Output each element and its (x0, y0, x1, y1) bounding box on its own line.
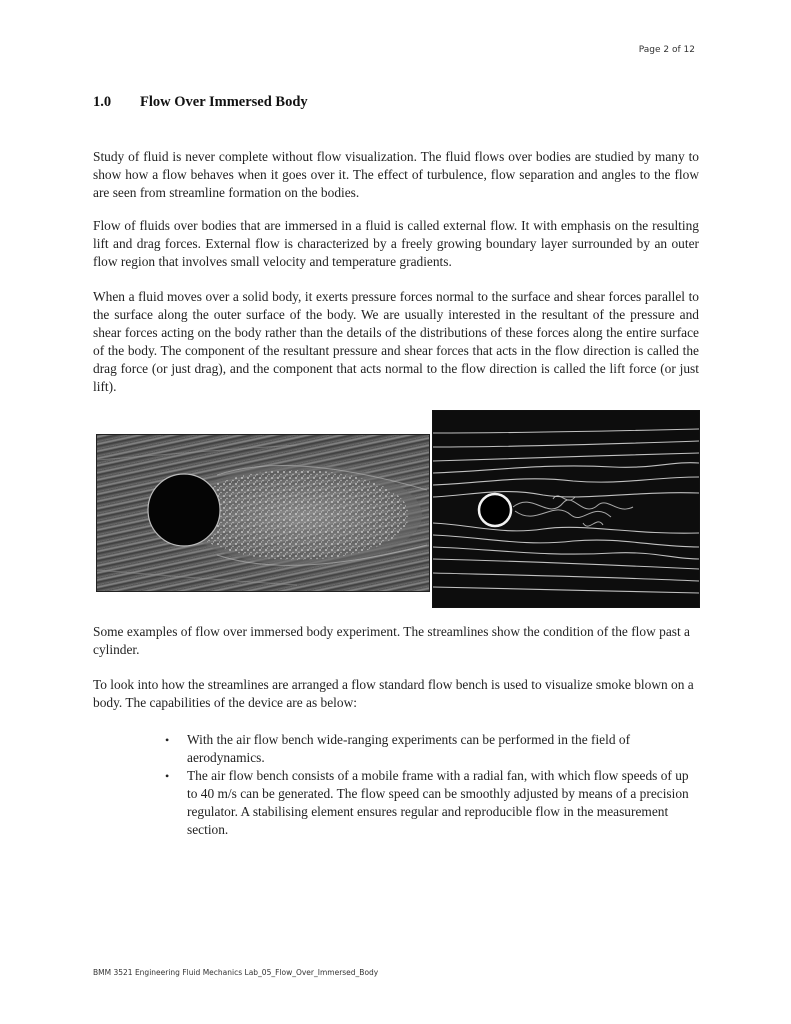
list-item (165, 767, 700, 839)
capabilities-list (165, 731, 700, 839)
section-number: 1.0 (93, 94, 112, 110)
paragraph-flow-bench: To look into how the streamlines are arranged a flow standard flow bench is used to visualize smoke blown on a body. The capabilities of the device are as below: (93, 677, 694, 710)
list-item-text: The air flow bench consists of a mobile frame with a radial fan, with which flow speeds of up to 40 m/s can be generated. The flow speed can be smoothly adjusted by means of a precision regulator. A stabilising element ensures regular and reproducible flow in the measurement section. (187, 768, 689, 837)
bullet-marker: • (165, 769, 170, 783)
page-footer: BMM 3521 Engineering Fluid Mechanics Lab_05_Flow_Over_Immersed_Body (93, 968, 379, 977)
figure-caption: Some examples of flow over immersed body experiment. The streamlines show the condition of the flow past a cylinder. (93, 624, 690, 657)
cylinder-wake-photo (96, 434, 430, 592)
streamline-illustration (433, 411, 699, 607)
paragraph-intro: Study of fluid is never complete without flow visualization. The fluid flows over bodies are studied by many to show how a flow behaves when it goes over it. The effect of turbulence, flow separation and angles to the flow are seen from streamline formation on the bodies. (93, 149, 699, 200)
paragraph-external-flow: Flow of fluids over bodies that are immersed in a fluid is called external flow. It with emphasis on the resulting lift and drag forces. External flow is characterized by a freely growing boundary layer surrounded by an outer flow region that involves small velocity and temperature gradients. (93, 218, 699, 269)
paragraph-forces: When a fluid moves over a solid body, it exerts pressure forces normal to the surface and shear forces parallel to the surface along the outer surface of the body. We are usually interested in the resultant of the pressure and shear forces acting on the body rather than the details of the distributions of these forces along the entire surface of the body. The component of the resultant pressure and shear forces that acts in the flow direction is called the drag force (or just drag), and the component that acts normal to the flow direction is called the lift force (or just lift). (93, 289, 699, 394)
list-item (165, 731, 700, 767)
list-item-text: With the air flow bench wide-ranging experiments can be performed in the field of aerodynamics. (187, 732, 631, 765)
section-title: Flow Over Immersed Body (140, 94, 308, 110)
cylinder-wake-illustration (97, 435, 429, 591)
section-heading (93, 94, 308, 111)
streamline-photo (432, 410, 700, 608)
bullet-marker: • (165, 733, 170, 747)
page-number: Page 2 of 12 (638, 45, 695, 55)
